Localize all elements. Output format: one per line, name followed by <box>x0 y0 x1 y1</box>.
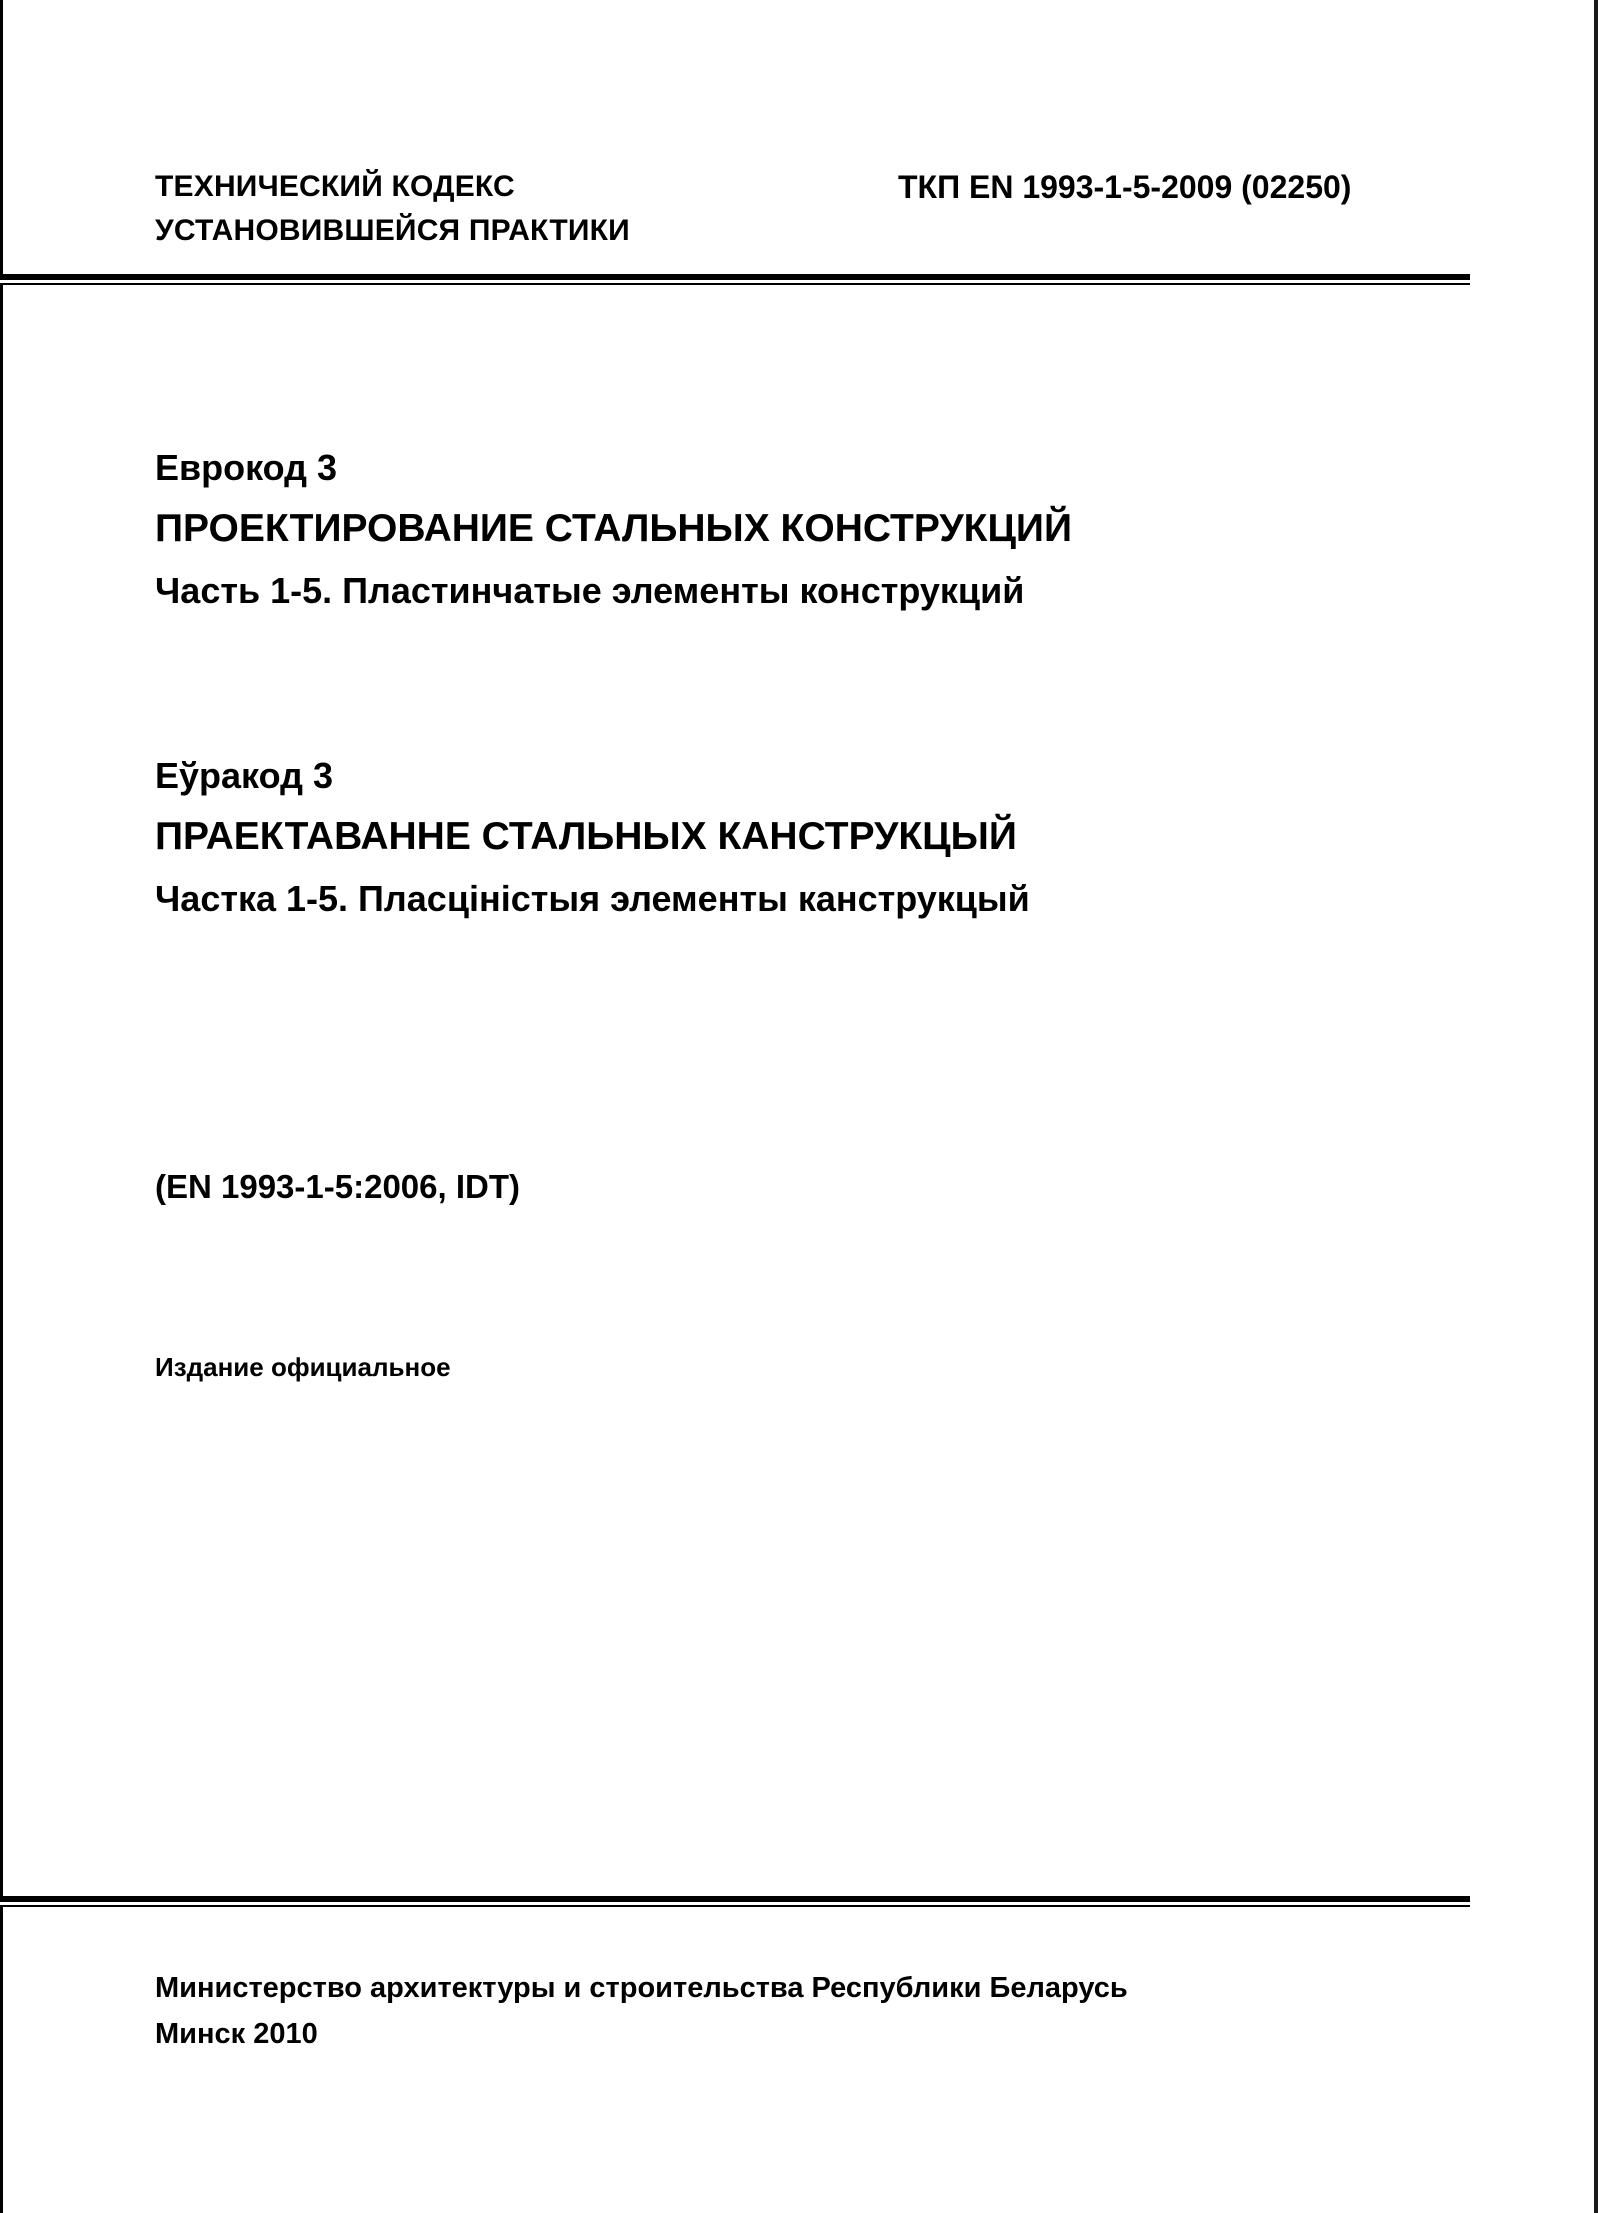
publication-city-year: Минск 2010 <box>155 2018 318 2050</box>
main-title-ru: ПРОЕКТИРОВАНИЕ СТАЛЬНЫХ КОНСТРУКЦИЙ <box>155 507 1072 550</box>
document-designation: ТКП EN 1993-1-5-2009 (02250) <box>898 169 1352 205</box>
part-title-by: Частка 1-5. Пласціністыя элементы канструкцый <box>155 878 1030 919</box>
document-type-line-2: УСТАНОВИВШЕЙСЯ ПРАКТИКИ <box>155 214 630 247</box>
document-type <box>155 165 630 253</box>
page-left-border <box>0 0 3 2213</box>
main-title-by: ПРАЕКТАВАННЕ СТАЛЬНЫХ КАНСТРУКЦЫЙ <box>155 815 1017 858</box>
document-type-line-1: ТЕХНИЧЕСКИЙ КОДЕКС <box>155 170 515 203</box>
publisher-name: Министерство архитектуры и строительства Республики Беларусь <box>155 1972 1128 2004</box>
title-block-belarusian <box>155 746 1030 930</box>
eurocode-title-ru: Еврокод 3 <box>155 447 338 488</box>
eurocode-title-by: Еўракод 3 <box>155 755 333 796</box>
page-right-border <box>1594 0 1598 2213</box>
publisher-block <box>155 1965 1128 2057</box>
title-block-russian <box>155 438 1072 622</box>
top-double-rule <box>0 274 1470 285</box>
standard-reference: (EN 1993-1-5:2006, IDT) <box>155 1168 520 1205</box>
edition-note: Издание официальное <box>155 1352 451 1382</box>
part-title-ru: Часть 1-5. Пластинчатые элементы конструкций <box>155 570 1025 611</box>
bottom-double-rule <box>0 1896 1470 1907</box>
